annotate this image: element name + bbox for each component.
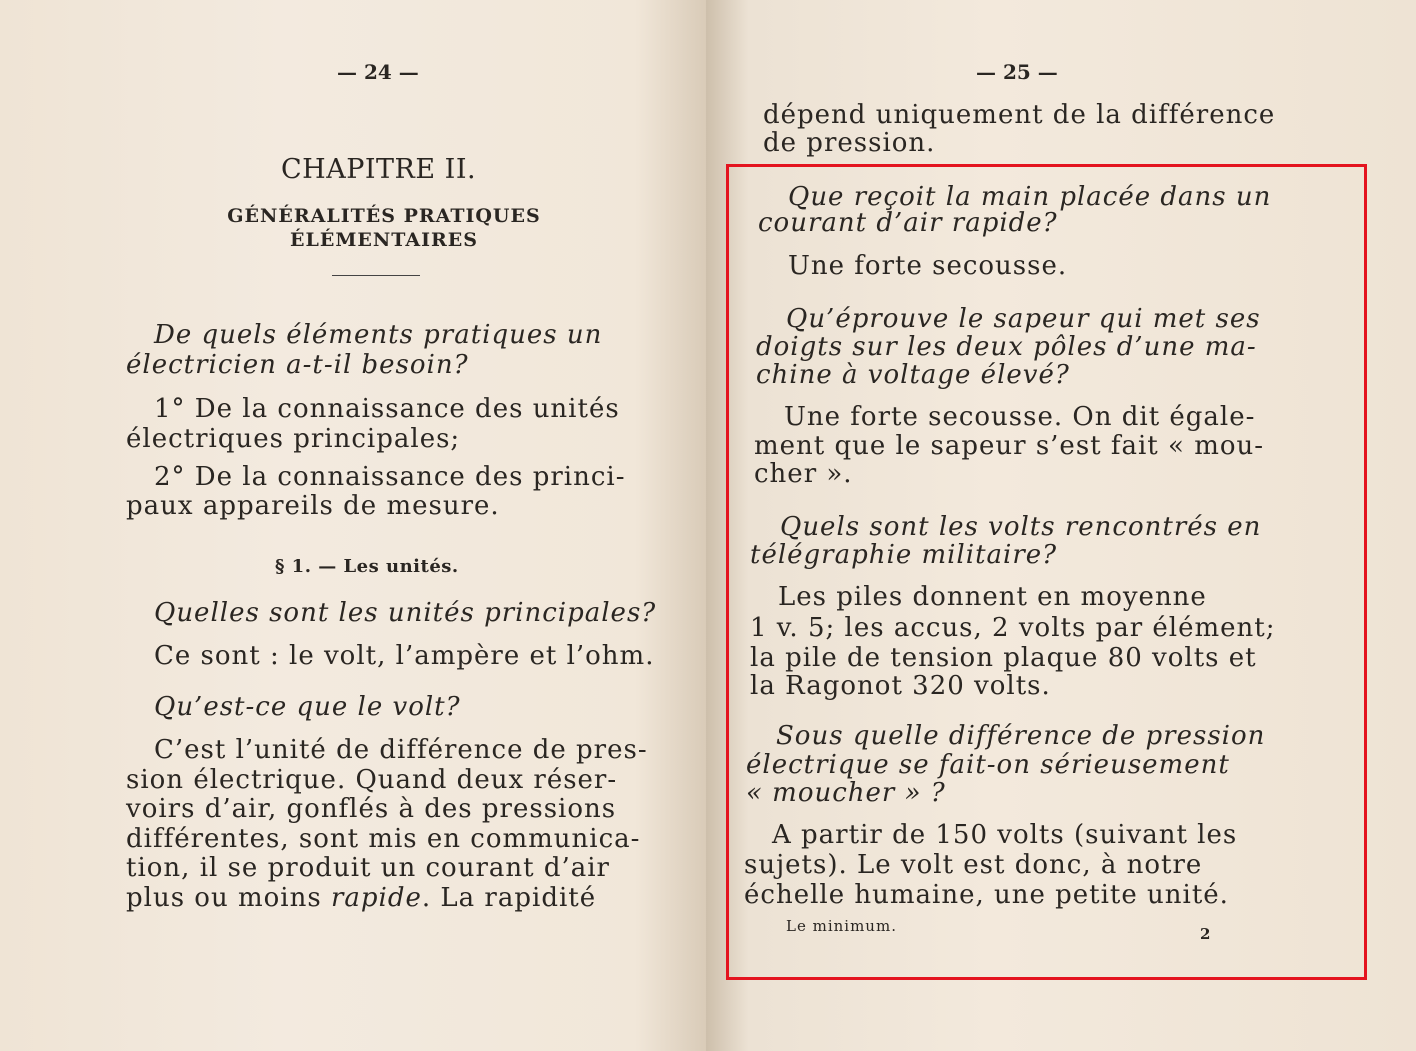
answer-3-line-4: différentes, sont mis en communica- (126, 824, 641, 854)
question-5-line-1: Qu’éprouve le sapeur qui met ses (786, 304, 1261, 334)
question-4-line-1: Que reçoit la main placée dans un (788, 182, 1272, 212)
answer-3-line-1: C’est l’unité de différence de pres- (154, 735, 648, 765)
question-4-line-2: courant d’air rapide? (758, 208, 1058, 238)
answer-2: Ce sont : le volt, l’ampère et l’ohm. (154, 641, 655, 671)
answer-3-line-3: voirs d’air, gonflés à des pressions (126, 794, 617, 824)
question-5-line-2: doigts sur les deux pôles d’une ma- (756, 332, 1257, 362)
question-7-line-1: Sous quelle différence de pression (776, 721, 1266, 751)
answer-7-line-1: A partir de 150 volts (suivant les (772, 820, 1238, 850)
question-1-line-1: De quels éléments pratiques un (154, 320, 603, 350)
title-rule (332, 275, 420, 276)
answer-3-line-6: plus ou moins rapide. La rapidité (126, 883, 597, 913)
section-heading: § 1. — Les unités. (275, 556, 459, 577)
emphasis-rapide: rapide (330, 883, 422, 913)
answer-7-line-2: sujets). Le volt est donc, à notre (744, 850, 1203, 880)
highlight-box (726, 164, 1367, 980)
question-6-line-2: télégraphie militaire? (750, 540, 1058, 570)
page-number-25: — 25 — (976, 60, 1058, 84)
answer-5-line-2: ment que le sapeur s’est fait « mou- (754, 431, 1265, 461)
footer-sheet-number: 2 (1200, 925, 1212, 943)
question-1-line-2: électricien a-t-il besoin? (126, 350, 469, 380)
answer-1-item-1-line-2: électriques principales; (126, 424, 461, 454)
answer-6-line-1: Les piles donnent en moyenne (778, 582, 1207, 612)
answer-7-line-3: échelle humaine, une petite unité. (744, 880, 1229, 910)
answer-5-line-1: Une forte secousse. On dit égale- (784, 402, 1256, 432)
question-7-line-3: « moucher » ? (746, 778, 946, 808)
question-7-line-2: électrique se fait-on sérieusement (746, 750, 1230, 780)
answer-6-line-4: la Ragonot 320 volts. (750, 671, 1051, 701)
question-5-line-3: chine à voltage élevé? (756, 360, 1070, 390)
footer-signature-mark: Le minimum. (786, 917, 897, 935)
chapter-subtitle: GÉNÉRALITÉS PRATIQUES ÉLÉMENTAIRES (227, 205, 541, 251)
continuation-line-2: de pression. (763, 128, 936, 158)
left-page (0, 0, 706, 1051)
page-number-24: — 24 — (337, 60, 419, 84)
answer-1-item-1-line-1: 1° De la connaissance des unités (154, 394, 620, 424)
answer-5-line-3: cher ». (754, 459, 853, 489)
answer-6-line-3: la pile de tension plaque 80 volts et (750, 643, 1257, 673)
question-3: Qu’est-ce que le volt? (154, 692, 461, 722)
continuation-line-1: dépend uniquement de la différence (763, 100, 1276, 130)
answer-3-line-2: sion électrique. Quand deux réser- (126, 765, 618, 795)
answer-1-item-2-line-2: paux appareils de mesure. (126, 491, 500, 521)
chapter-title: CHAPITRE II. (281, 154, 477, 185)
question-6-line-1: Quels sont les volts rencontrés en (780, 512, 1262, 542)
answer-4: Une forte secousse. (788, 251, 1068, 281)
question-2: Quelles sont les unités principales? (154, 598, 657, 628)
answer-3-line-5: tion, il se produit un courant d’air (126, 853, 610, 883)
answer-1-item-2-line-1: 2° De la connaissance des princi- (154, 462, 626, 492)
answer-6-line-2: 1 v. 5; les accus, 2 volts par élément; (750, 613, 1276, 643)
